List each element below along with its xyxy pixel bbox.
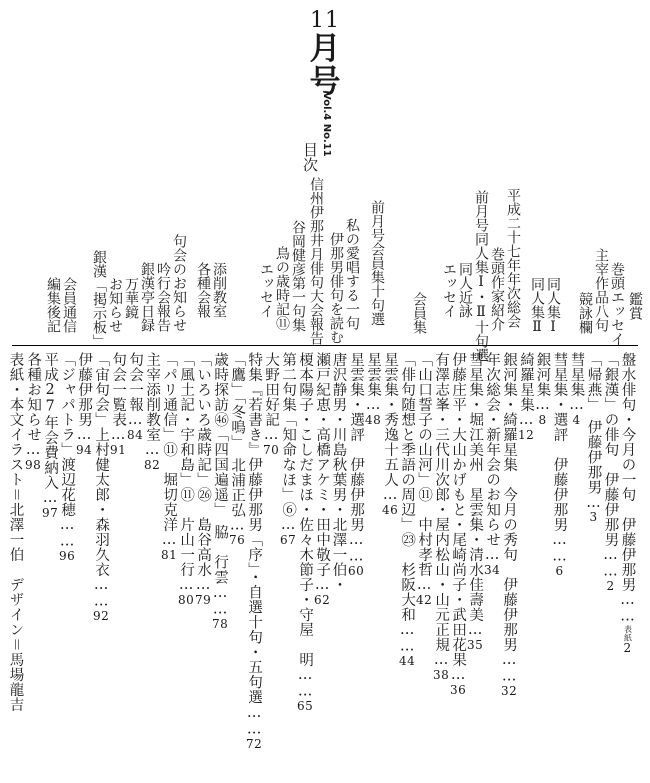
section-label: 鑑賞 xyxy=(627,292,643,320)
page-number: 98 xyxy=(25,457,42,472)
section-label: 銀漢「掲示板」 xyxy=(91,250,107,348)
page-number: 84 xyxy=(127,427,144,442)
section-label: 句会のお知らせ xyxy=(171,234,187,332)
toc-entry[interactable]: 第二句集「知命なほ」⑥…67 xyxy=(280,352,297,547)
toc-entry[interactable]: 歳時探訪㊻「四国遍遥」 脇 行雲……78 xyxy=(212,352,229,631)
go-char: 号 xyxy=(309,63,341,100)
section-label: 編集後記 xyxy=(45,277,61,333)
toc-entry[interactable]: 「いろいろ歳時記」㉖ 島谷高水…79 xyxy=(195,352,212,607)
toc-entry[interactable]: 銀河集・綺羅星集 今月の秀句 伊藤伊那男……32 xyxy=(501,352,518,698)
month-char: 月 xyxy=(309,31,341,67)
page-number: 3 xyxy=(589,510,598,525)
toc-entry[interactable]: 「俳句随想と季語の周辺」㉓ 杉阪大和……44 xyxy=(399,352,416,668)
page-number: 92 xyxy=(93,609,110,623)
page-number: 44 xyxy=(399,654,416,668)
section-label: 鳥の歳時記⑪ xyxy=(274,246,290,330)
toc-entry[interactable]: 句会一報…84 xyxy=(127,352,144,442)
toc-entry[interactable]: 彗星集・選評 伊藤伊那男……6 xyxy=(551,352,568,578)
section-label: 巻頭エッセイ xyxy=(609,262,625,346)
toc-entry[interactable]: 榎本陽子・こしだまほ・佐々木節子・守屋 明……65 xyxy=(297,352,314,713)
toc-entry[interactable]: 「帰燕」 伊藤伊那男…3 xyxy=(585,352,602,525)
cover-label: 表紙 xyxy=(623,625,633,642)
section-label: 私の愛唱する一句 xyxy=(344,218,360,330)
page-number: 67 xyxy=(280,532,297,547)
toc-entry[interactable]: 有澤志峯・三代川次郎・屋内松山・山元正規…38 xyxy=(433,352,450,682)
section-label: エッセイ xyxy=(258,262,274,318)
section-label: 前月号同人集Ⅰ・Ⅱ十句選 xyxy=(473,190,489,362)
toc-entry[interactable]: 伊藤伊那男…94 xyxy=(76,352,93,457)
issue-number: 11 xyxy=(310,8,340,33)
section-label: 谷岡健彦第一句集 xyxy=(290,220,306,332)
page-number: 81 xyxy=(161,547,178,562)
divider xyxy=(12,345,638,346)
section-label: エッセイ xyxy=(441,262,457,318)
page-number: 4 xyxy=(572,412,581,427)
toc-entry[interactable]: 「鷹」「冬鳴」 北浦正弘…76 xyxy=(229,352,246,547)
toc-entry[interactable]: 星雲集…48 xyxy=(365,352,382,427)
section-label: 伊那男俳句を読む xyxy=(328,232,344,344)
page-number: 12 xyxy=(518,427,535,442)
page-number: 82 xyxy=(144,457,161,472)
toc-entry[interactable]: 「山口誓子の山河」⑪ 中村孝哲…42 xyxy=(416,352,433,607)
page-number: 91 xyxy=(110,442,127,457)
toc-entry[interactable]: 「パリ通信」⑪ 堀切克洋…81 xyxy=(161,352,178,562)
section-label: 吟行会報告 xyxy=(155,262,171,332)
page-number: 79 xyxy=(195,592,212,607)
toc-entry[interactable]: 句会一覧表…91 xyxy=(110,352,127,457)
toc-entry[interactable]: 各種お知らせ…98 xyxy=(25,352,42,472)
page-number: 96 xyxy=(59,549,76,563)
toc-entry[interactable]: 「ジャパトラ」渡辺花穂……96 xyxy=(59,352,76,563)
toc-entry[interactable]: 唐沢静男・川島秋葉男・北澤一伯・ xyxy=(330,352,347,592)
toc-entry[interactable]: 「宙句会」上村健太郎・森羽久衣……92 xyxy=(93,352,110,623)
page-number: 35 xyxy=(467,637,484,652)
section-label: 巻頭作家紹介 xyxy=(489,247,505,331)
page-number: 48 xyxy=(365,412,382,427)
section-label: 平成二十七年年次総会 xyxy=(505,188,521,328)
page-number: 97 xyxy=(42,505,59,520)
section-label: 銀漢亭日録 xyxy=(139,262,155,332)
section-label: 万華鏡 xyxy=(123,277,139,319)
section-label: 同人集Ⅱ xyxy=(529,277,545,335)
page-number: 36 xyxy=(450,682,467,697)
page-number: 46 xyxy=(382,502,399,517)
section-label: 競詠欄 xyxy=(577,292,593,334)
toc-entry[interactable]: 星雲集・秀逸十五人…46 xyxy=(382,352,399,517)
section-label: 前月号会員集十句選 xyxy=(369,200,385,326)
toc-entry[interactable]: 瀬戸紀恵・高橋アケミ・田中敬子…62 xyxy=(314,352,331,607)
page-number: 42 xyxy=(416,592,433,607)
page-number: 80 xyxy=(178,592,195,607)
toc-entry[interactable]: 表紙・本文イラスト＝北澤一伯 デザイン＝馬場龍吉 xyxy=(7,352,24,712)
page-number: 2 xyxy=(623,641,632,655)
section-label: 各種会報 xyxy=(195,262,211,318)
contents-label: 目次 xyxy=(301,142,319,172)
toc-entry[interactable]: 「銀漢」の俳句 伊藤伊那男……2 xyxy=(602,352,619,593)
page-number: 72 xyxy=(246,736,263,751)
page-number: 65 xyxy=(297,699,314,713)
toc-entry[interactable]: 彗星集・堀江美州 星雲集・清水佳壽美…35 xyxy=(467,352,484,652)
toc-entry[interactable]: 平成27年会費納入…97 xyxy=(42,352,59,520)
page-number: 6 xyxy=(555,564,564,578)
volume-label: Vol.4 No.11 xyxy=(321,92,332,157)
toc-entry[interactable]: 年次総会・新年会のお知らせ…34 xyxy=(484,352,501,577)
section-label: 会員通信 xyxy=(61,277,77,333)
toc-entry[interactable]: 主宰添削教室…82 xyxy=(144,352,161,472)
toc-entry[interactable]: 星雲集・選評 伊藤伊那男……60 xyxy=(348,352,365,578)
toc-entry[interactable]: 銀河集…8 xyxy=(534,352,551,427)
page-number: 62 xyxy=(314,592,331,607)
page-number: 70 xyxy=(263,442,280,457)
section-label: 信州伊那井月俳句大会報告 xyxy=(308,177,324,345)
toc-entry[interactable]: 特集『若書き』伊藤伊那男「序」・自選十句・五句選……72 xyxy=(246,352,263,751)
section-label: 同人集Ⅰ xyxy=(545,277,561,335)
toc-entry[interactable]: 「風土記・宇和島」⑪ 片山一行…80 xyxy=(178,352,195,607)
section-label: 会員集 xyxy=(411,292,427,334)
toc-entry[interactable]: 伊藤庄平・大山かげもと・尾崎尚子・武田花果…36 xyxy=(450,352,467,697)
section-label: 同人近詠 xyxy=(457,262,473,318)
toc-entry[interactable]: 彗星集…4 xyxy=(568,352,585,427)
toc-entry[interactable]: 大野田好記…70 xyxy=(263,352,280,457)
page-number: 32 xyxy=(501,684,518,698)
issue-title xyxy=(0,8,650,98)
page-number: 94 xyxy=(76,442,93,457)
toc-entry[interactable]: 盤水俳句・今月の一句 伊藤伊那男……表紙2 xyxy=(619,352,636,655)
page-number: 38 xyxy=(433,667,450,682)
section-label: 主宰作品八句 xyxy=(593,248,609,332)
page-number: 76 xyxy=(229,533,246,547)
page-number: 2 xyxy=(606,579,615,593)
section-label: 添削教室 xyxy=(211,262,227,318)
page-number: 60 xyxy=(348,564,365,578)
page-number: 8 xyxy=(538,412,547,427)
toc-entry[interactable]: 綺羅星集…12 xyxy=(518,352,535,442)
page-number: 78 xyxy=(212,616,229,631)
section-label: お知らせ xyxy=(107,277,123,333)
page-number: 34 xyxy=(484,562,501,577)
